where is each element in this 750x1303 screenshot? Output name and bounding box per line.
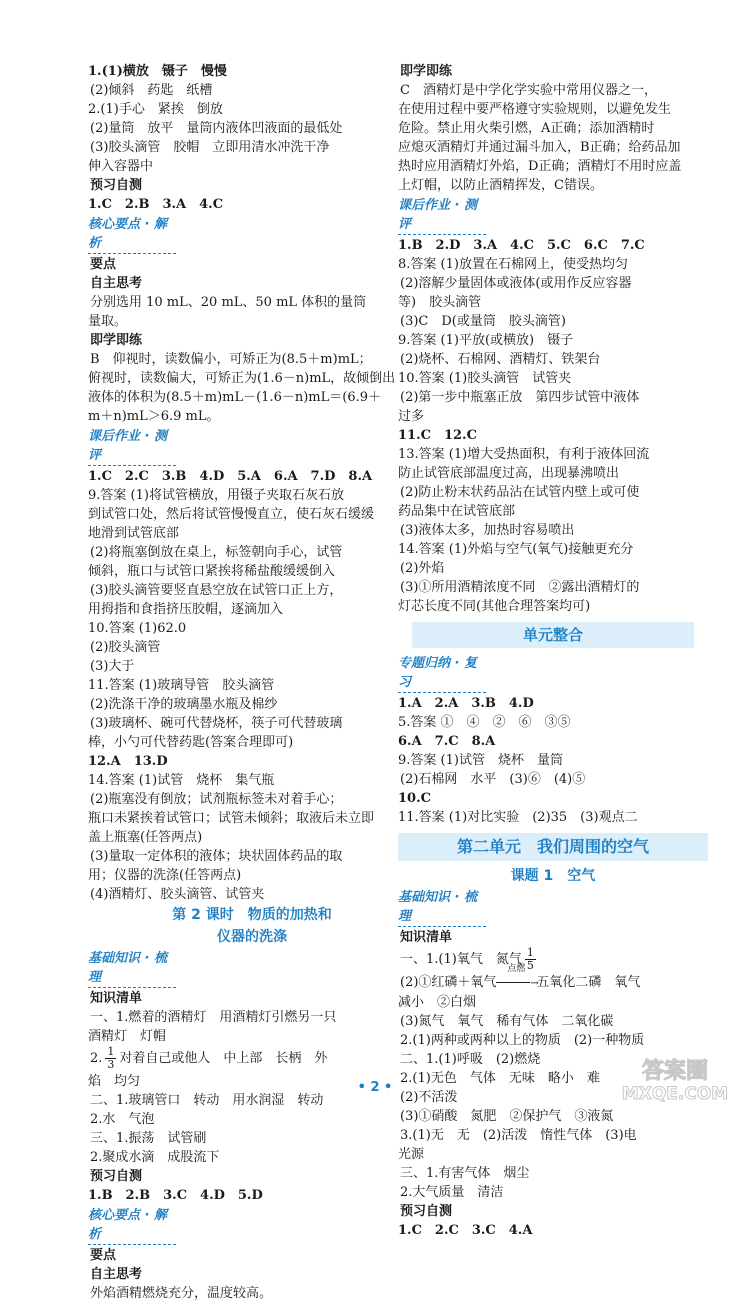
answer-line: B 仰视时，读数偏小，可矫正为(8.5＋m)mL； xyxy=(90,352,372,367)
answer-line: (3)①硝酸 氮肥 ②保护气 ③液氮 xyxy=(400,1109,614,1124)
answer-line: 用；仪器的洗涤(任答两点) xyxy=(88,868,242,883)
answer-line: 2.聚成水滴 成股流下 xyxy=(90,1150,220,1165)
answer-line xyxy=(88,62,416,81)
answer-text: (2)①红磷＋氧气 xyxy=(400,975,497,990)
chapter-title: 第二单元 我们周围的空气 xyxy=(398,833,708,861)
answer-line: C 酒精灯是中学化学实验中常用仪器之一， xyxy=(400,83,657,98)
answer-line: 1.C 2.C 3.B 4.D 5.A 6.A 7.D 8.A xyxy=(88,469,373,484)
answer-line: (3)氮气 氧气 稀有气体 二氧化碳 xyxy=(400,1014,614,1029)
answer-line: (2)瓶塞没有倒放；试剂瓶标签未对着手心； xyxy=(90,792,343,807)
answer-line: 危险。禁止用火柴引燃，A正确；添加酒精时 xyxy=(398,121,655,136)
answer-line: 俯视时，读数偏大，可矫正为(1.6－n)mL，故倾倒出 xyxy=(88,371,396,386)
answer-line: 13.答案 (1)增大受热面积，有利于液体回流 xyxy=(398,447,650,462)
answer-line-fraction xyxy=(398,947,708,973)
answer-line: (3)胶头滴管要竖直悬空放在试管口正上方， xyxy=(90,583,343,598)
answer-line: 3.(1)无 无 (2)活泼 惰性气体 (3)电 xyxy=(400,1128,637,1143)
section-header-after: 课后作业 · 测评 xyxy=(398,196,486,235)
answer-line: 11.答案 (1)对比实验 (2)35 (3)观点二 xyxy=(398,810,638,825)
answer-line: (3)液体太多，加热时容易喷出 xyxy=(400,523,575,538)
answer-line: (3)大于 xyxy=(90,659,135,674)
answer-line: 外焰酒精燃烧充分，温度较高。 xyxy=(90,1286,273,1301)
answer-line: 二、1.玻璃管口 转动 用水润湿 转动 xyxy=(90,1093,324,1108)
answer-line: 14.答案 (1)外焰与空气(氧气)接触更充分 xyxy=(398,542,634,557)
watermark-logo xyxy=(606,1052,744,1104)
answer-line: (2)烧杯、石棉网、酒精灯、铁架台 xyxy=(400,352,601,367)
page-number: • 2 • xyxy=(357,1080,393,1095)
arrow-icon xyxy=(496,982,530,983)
answer-line: 量取。 xyxy=(88,314,128,329)
answer-text: 对着自己或他人 中上部 长柄 外 xyxy=(119,1051,328,1066)
answer-line: 12.A 13.D xyxy=(88,754,168,769)
section-header-core: 核心要点 · 解析 xyxy=(88,1206,176,1245)
answer-line: 10.答案 (1)胶头滴管 试管夹 xyxy=(398,371,572,386)
subheading-think: 自主思考 xyxy=(90,1267,143,1282)
answer-line: 1.A 2.A 3.B 4.D xyxy=(398,696,534,711)
answer-line: 2.(1)手心 紧挨 倒放 xyxy=(88,102,223,117)
answer-line: (3)①所用酒精浓度不同 ②露出酒精灯的 xyxy=(400,580,640,595)
answer-line: 1.C 2.C 3.C 4.A xyxy=(398,1223,533,1238)
unit-summary-banner: 单元整合 xyxy=(412,622,694,648)
answer-line: 光源 xyxy=(398,1147,425,1162)
subheading-point: 要点 xyxy=(90,257,117,272)
subheading-knowledge: 知识清单 xyxy=(400,930,453,945)
lesson-title-line1: 第 2 课时 物质的加热和 xyxy=(172,907,332,923)
left-column xyxy=(88,62,416,1303)
answer-line: (4)酒精灯、胶头滴管、试管夹 xyxy=(90,887,265,902)
answer-line: (2)第一步中瓶塞正放 第四步试管中液体 xyxy=(400,390,640,405)
fraction-numerator: 1 xyxy=(107,1045,115,1058)
section-header-core: 核心要点 · 解析 xyxy=(88,215,176,254)
lesson-title xyxy=(88,904,416,948)
item-number: 2. xyxy=(90,1051,103,1066)
fraction-denominator: 3 xyxy=(107,1058,115,1071)
answer-line: (2)洗涤干净的玻璃墨水瓶及棉纱 xyxy=(90,697,278,712)
answer-line: 分别选用 10 mL、20 mL、50 mL 体积的量筒 xyxy=(90,295,367,310)
answer-line: (2)溶解少量固体或液体(或用作反应容器 xyxy=(400,276,632,291)
subheading-preview: 预习自测 xyxy=(400,1204,453,1219)
arrowhead-icon: → xyxy=(530,978,539,989)
answer-line: 二、1.(1)呼吸 (2)燃烧 xyxy=(400,1052,541,1067)
answer-line: 9.答案 (1)试管 烧杯 量筒 xyxy=(398,753,563,768)
answer-line: 1.C 2.B 3.A 4.C xyxy=(88,197,224,212)
answer-line: 瓶口未紧挨着试管口；试管未倾斜；取液后未立即 xyxy=(88,811,375,826)
answer-line: 9.答案 (1)将试管横放，用镊子夹取石灰石放 xyxy=(88,488,344,503)
answer-line: (2)将瓶塞倒放在桌上，标签朝向手心，试管 xyxy=(90,545,343,560)
answer-line: (2)外焰 xyxy=(400,561,445,576)
section-header-after: 课后作业 · 测评 xyxy=(88,427,176,466)
answer-line: 2.(1)两种或两种以上的物质 (2)一种物质 xyxy=(400,1033,645,1048)
answer-line: 焰 均匀 xyxy=(88,1074,141,1089)
answer-line: 2.(1)无色 气体 无味 略小 难 xyxy=(400,1071,600,1086)
answer-line: 9.答案 (1)平放(或横放) 镊子 xyxy=(398,333,574,348)
fraction-denominator: 5 xyxy=(526,959,534,972)
answer-line: 1.B 2.D 3.A 4.C 5.C 6.C 7.C xyxy=(398,238,645,253)
answer-line: 酒精灯 灯帽 xyxy=(88,1029,167,1044)
section-header-basic: 基础知识 · 梳理 xyxy=(88,949,176,988)
answer-line: 8.答案 (1)放置在石棉网上，使受热均匀 xyxy=(398,257,628,272)
answer-line: 液体的体积为(8.5＋m)mL－(1.6－n)mL＝(6.9＋ xyxy=(88,390,382,405)
answer-line: 用拇指和食指挤压胶帽，逐滴加入 xyxy=(88,602,284,617)
subheading-knowledge: 知识清单 xyxy=(90,991,143,1006)
answer-line: 6.A 7.C 8.A xyxy=(398,734,496,749)
answer-line-equation xyxy=(398,964,708,993)
answer-line: 11.C 12.C xyxy=(398,428,477,443)
answer-line: 等) 胶头滴管 xyxy=(398,295,482,310)
answer-line: 在使用过程中要严格遵守实验规则，以避免发生 xyxy=(398,102,672,117)
subheading-practice: 即学即练 xyxy=(400,64,453,79)
answer-line: (2)胶头滴管 xyxy=(90,640,161,655)
reaction-condition: 点燃 xyxy=(507,964,526,974)
watermark-url: MXQE.COM xyxy=(621,1084,729,1104)
answer-line: 10.答案 (1)62.0 xyxy=(88,621,187,636)
answer-text: 五氧化二磷 氧气 xyxy=(536,975,641,990)
answer-line: (2)不活泼 xyxy=(400,1090,458,1105)
subheading-preview: 预习自测 xyxy=(90,1169,143,1184)
answer-line: (2)防止粉末状药品沾在试管内壁上或可使 xyxy=(400,485,640,500)
subheading-preview: 预习自测 xyxy=(90,178,143,193)
subheading-point: 要点 xyxy=(90,1248,117,1263)
answer-line: 应熄灭酒精灯并通过漏斗加入，B正确；给药品加 xyxy=(398,140,681,155)
answer-line: 棒，小勺可代替药匙(答案合理即可) xyxy=(88,735,294,750)
answer-line: (3)C D(或量筒 胶头滴管) xyxy=(400,314,566,329)
subheading-think: 自主思考 xyxy=(90,276,143,291)
answer-line: 5.答案 ① ④ ② ⑥ ③⑤ xyxy=(398,715,571,730)
answer-line: 减小 ②白烟 xyxy=(398,995,477,1010)
answer-line: 2.大气质量 清洁 xyxy=(400,1185,504,1200)
answer-line: 地滑到试管底部 xyxy=(88,526,180,541)
subheading-practice: 即学即练 xyxy=(90,333,143,348)
answer-line: 灯芯长度不同(其他合理答案均可) xyxy=(398,599,591,614)
answer-text: 1.(1)横放 镊子 慢慢 xyxy=(88,64,227,79)
answer-line: 倾斜，瓶口与试管口紧挨将稀盐酸缓缓倒入 xyxy=(88,564,336,579)
answer-line: 到试管口处，然后将试管慢慢直立，使石灰石缓缓 xyxy=(88,507,375,522)
answer-line: (3)玻璃杯、碗可代替烧杯，筷子可代替玻璃 xyxy=(90,716,343,731)
reaction-arrow xyxy=(496,964,539,993)
answer-line: 一、1.燃着的酒精灯 用酒精灯引燃另一只 xyxy=(90,1010,337,1025)
answer-line: 药品集中在试管底部 xyxy=(398,504,516,519)
answer-line: 三、1.有害气体 烟尘 xyxy=(400,1166,530,1181)
section-header-topic: 专题归纳 · 复习 xyxy=(398,654,486,693)
answer-line: 11.答案 (1)玻璃导管 胶头滴管 xyxy=(88,678,275,693)
fraction-numerator: 1 xyxy=(526,946,534,959)
answer-line: 三、1.振荡 试管刷 xyxy=(90,1131,207,1146)
answer-line: (2)倾斜 药匙 纸槽 xyxy=(90,83,213,98)
answer-line: 14.答案 (1)试管 烧杯 集气瓶 xyxy=(88,773,275,788)
answer-line: 过多 xyxy=(398,409,425,424)
answer-line: 上灯帽，以防止酒精挥发，C错误。 xyxy=(398,178,603,193)
answer-line: (3)胶头滴管 胶帽 立即用清水冲洗干净 xyxy=(90,140,330,155)
fraction-one-third xyxy=(105,1046,116,1071)
section-header-basic: 基础知识 · 梳理 xyxy=(398,888,486,927)
answer-line: (3)量取一定体积的液体；块状固体药品的取 xyxy=(90,849,343,864)
lesson-title-line2: 仪器的洗涤 xyxy=(217,929,287,945)
watermark-text: 答案圈 xyxy=(641,1059,709,1084)
answer-line: (2)石棉网 水平 (3)⑥ (4)⑤ xyxy=(400,772,586,787)
answer-line: 2.水 气泡 xyxy=(90,1112,155,1127)
answer-line: 盖上瓶塞(任答两点) xyxy=(88,830,203,845)
lesson-title: 课题 1 空气 xyxy=(510,868,596,884)
answer-line: 伸入容器中 xyxy=(88,159,154,174)
answer-line: (2)量筒 放平 量筒内液体凹液面的最低处 xyxy=(90,121,343,136)
answer-text: 一、1.(1)氧气 氮气 xyxy=(400,952,522,967)
answer-line: m＋n)mL＞6.9 mL。 xyxy=(88,409,220,424)
answer-line: 10.C xyxy=(398,791,431,806)
answer-line: 热时应用酒精灯外焰，D正确；酒精灯不用时应盖 xyxy=(398,159,682,174)
answer-line: 1.B 2.B 3.C 4.D 5.D xyxy=(88,1188,263,1203)
answer-line: 防止试管底部温度过高，出现暴沸喷出 xyxy=(398,466,620,481)
answer-line-fraction xyxy=(88,1046,416,1072)
